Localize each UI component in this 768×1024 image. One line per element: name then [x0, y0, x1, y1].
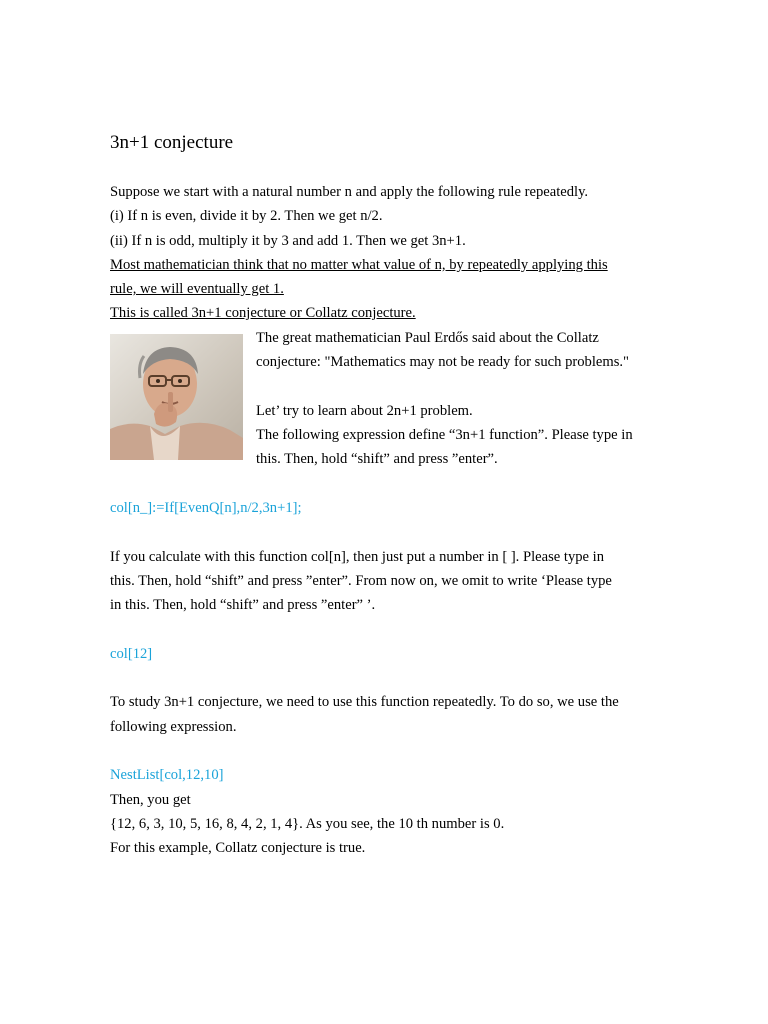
define-text-line-1: The following expression define “3n+1 function”. Please type in [256, 427, 633, 443]
calc-text-line-3: in this. Then, hold “shift” and press ”enter” ’. [110, 597, 376, 613]
then-get-text: Then, you get [110, 792, 191, 808]
conjecture-name-text: This is called 3n+1 conjecture or Collatz conjecture. [110, 305, 416, 321]
calc-text-line-2: this. Then, hold “shift” and press ”enter”. From now on, we omit to write ‘Please type [110, 573, 612, 589]
claim-text-line-1: Most mathematician think that no matter what value of n, by repeatedly applying this [110, 257, 608, 273]
rule-odd-text: (ii) If n is odd, multiply it by 3 and add 1. Then we get 3n+1. [110, 233, 466, 249]
portrait-illustration [110, 334, 243, 460]
code-nestlist: NestList[col,12,10] [110, 767, 224, 783]
conclusion-text: For this example, Collatz conjecture is true. [110, 840, 366, 856]
rule-even-text: (i) If n is even, divide it by 2. Then we get n/2. [110, 208, 383, 224]
result-text: {12, 6, 3, 10, 5, 16, 8, 4, 2, 1, 4}. As you see, the 10 th number is 0. [110, 816, 505, 832]
page-title: 3n+1 conjecture [110, 132, 234, 153]
study-text-line-1: To study 3n+1 conjecture, we need to use this function repeatedly. To do so, we use the [110, 694, 619, 710]
code-col-12: col[12] [110, 646, 153, 662]
intro-text: Suppose we start with a natural number n and apply the following rule repeatedly. [110, 184, 589, 200]
study-text-line-2: following expression. [110, 719, 237, 735]
erdos-portrait-image [110, 334, 243, 460]
calc-text-line-1: If you calculate with this function col[n], then just put a number in [ ]. Please type in [110, 549, 605, 565]
code-define-col: col[n_]:=If[EvenQ[n],n/2,3n+1]; [110, 500, 302, 516]
learn-text: Let’ try to learn about 2n+1 problem. [256, 403, 473, 419]
erdos-quote-line-1: The great mathematician Paul Erdős said about the Collatz [256, 330, 599, 346]
claim-text-line-2: rule, we will eventually get 1. [110, 281, 284, 297]
erdos-quote-line-2: conjecture: "Mathematics may not be ready for such problems." [256, 354, 629, 370]
define-text-line-2: this. Then, hold “shift” and press ”enter”. [256, 451, 498, 467]
